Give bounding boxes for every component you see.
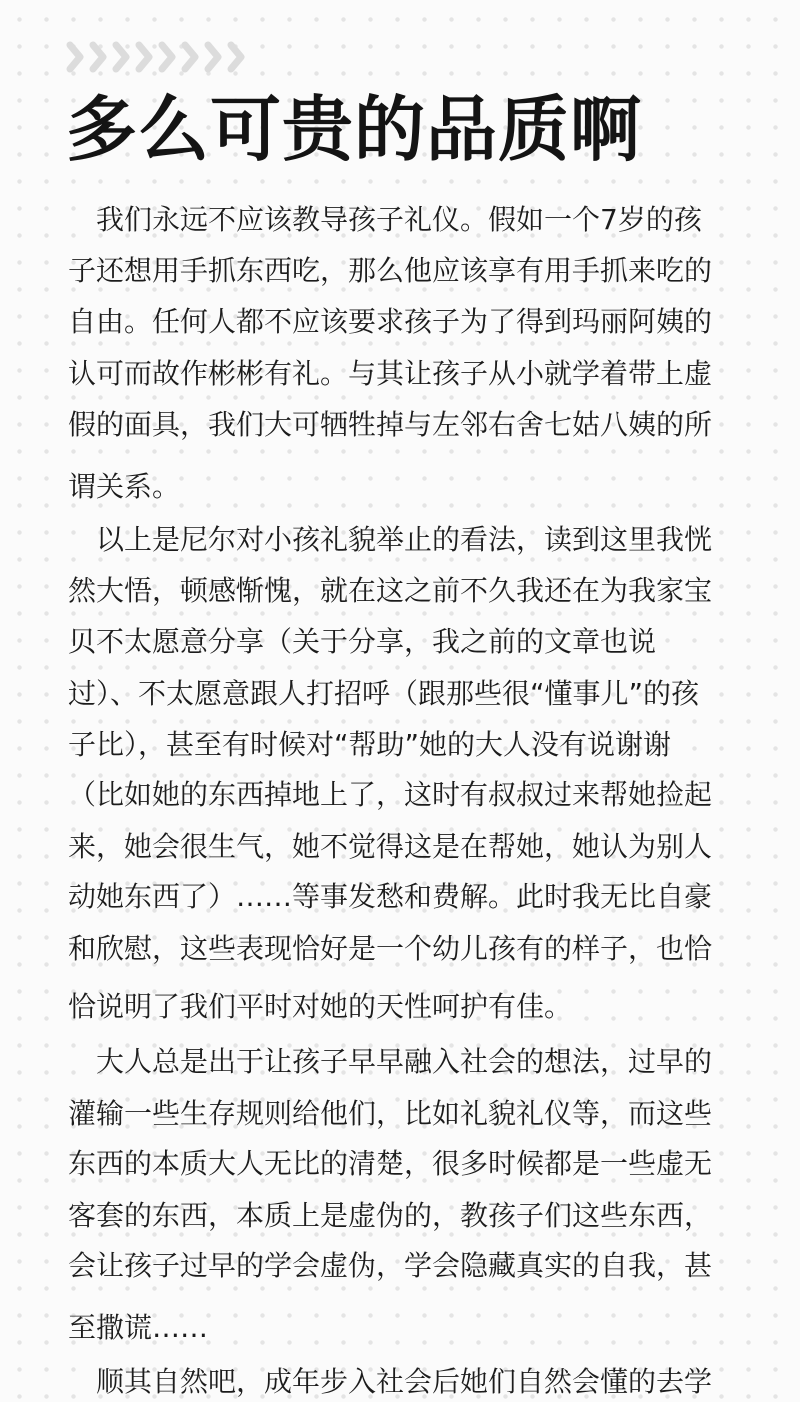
text-line: 子还想用手抓东西吃，那么他应该享有用手抓来吃的: [68, 254, 713, 287]
text-line: 顺其自然吧，成年步入社会后她们自然会懂的去学: [68, 1365, 713, 1398]
text-line: 以上是尼尔对小孩礼貌举止的看法，读到这里我恍: [68, 523, 713, 556]
text-line: 我们永远不应该教导孩子礼仪。假如一个7岁的孩: [68, 203, 702, 236]
text-line: 贝不太愿意分享（关于分享，我之前的文章也说: [68, 625, 657, 658]
text-line: 认可而故作彬彬有礼。与其让孩子从小就学着带上虚: [68, 357, 713, 390]
text-line: 假的面具，我们大可牺牲掉与左邻右舍七姑八姨的所: [68, 408, 713, 441]
text-line: 会让孩子过早的学会虚伪，学会隐藏真实的自我，甚: [68, 1249, 713, 1282]
text-line: 东西的本质大人无比的清楚，很多时候都是一些虚无: [68, 1147, 713, 1180]
text-line: 子比），甚至有时候对“帮助”她的大人没有说谢谢: [68, 728, 672, 761]
text-line: 自由。任何人都不应该要求孩子为了得到玛丽阿姨的: [68, 305, 713, 338]
page-title: 多么可贵的品质啊: [66, 88, 643, 171]
text-line: 然大悟，顿感惭愧，就在这之前不久我还在为我家宝: [68, 574, 713, 607]
text-line: 谓关系。: [68, 470, 181, 503]
text-line: 灌输一些生存规则给他们，比如礼貌礼仪等，而这些: [68, 1097, 713, 1130]
text-line: 大人总是出于让孩子早早融入社会的想法，过早的: [68, 1045, 713, 1078]
text-line: （比如她的东西掉地上了，这时有叔叔过来帮她捡起: [68, 778, 713, 811]
text-line: 客套的东西，本质上是虚伪的，教孩子们这些东西，: [68, 1199, 713, 1232]
text-line: 动她东西了）……等事发愁和费解。此时我无比自豪: [68, 880, 713, 913]
text-line: 来，她会很生气，她不觉得这是在帮她，她认为别人: [68, 830, 713, 863]
text-line: 至撒谎……: [68, 1311, 209, 1344]
text-line: 和欣慰，这些表现恰好是一个幼儿孩有的样子，也恰: [68, 932, 713, 965]
text-line: 恰说明了我们平时对她的天性呵护有佳。: [68, 990, 573, 1023]
text-line: 过）、不太愿意跟人打招呼（跟那些很“懂事儿”的孩: [68, 677, 700, 710]
article-body: [68, 0, 768, 1398]
